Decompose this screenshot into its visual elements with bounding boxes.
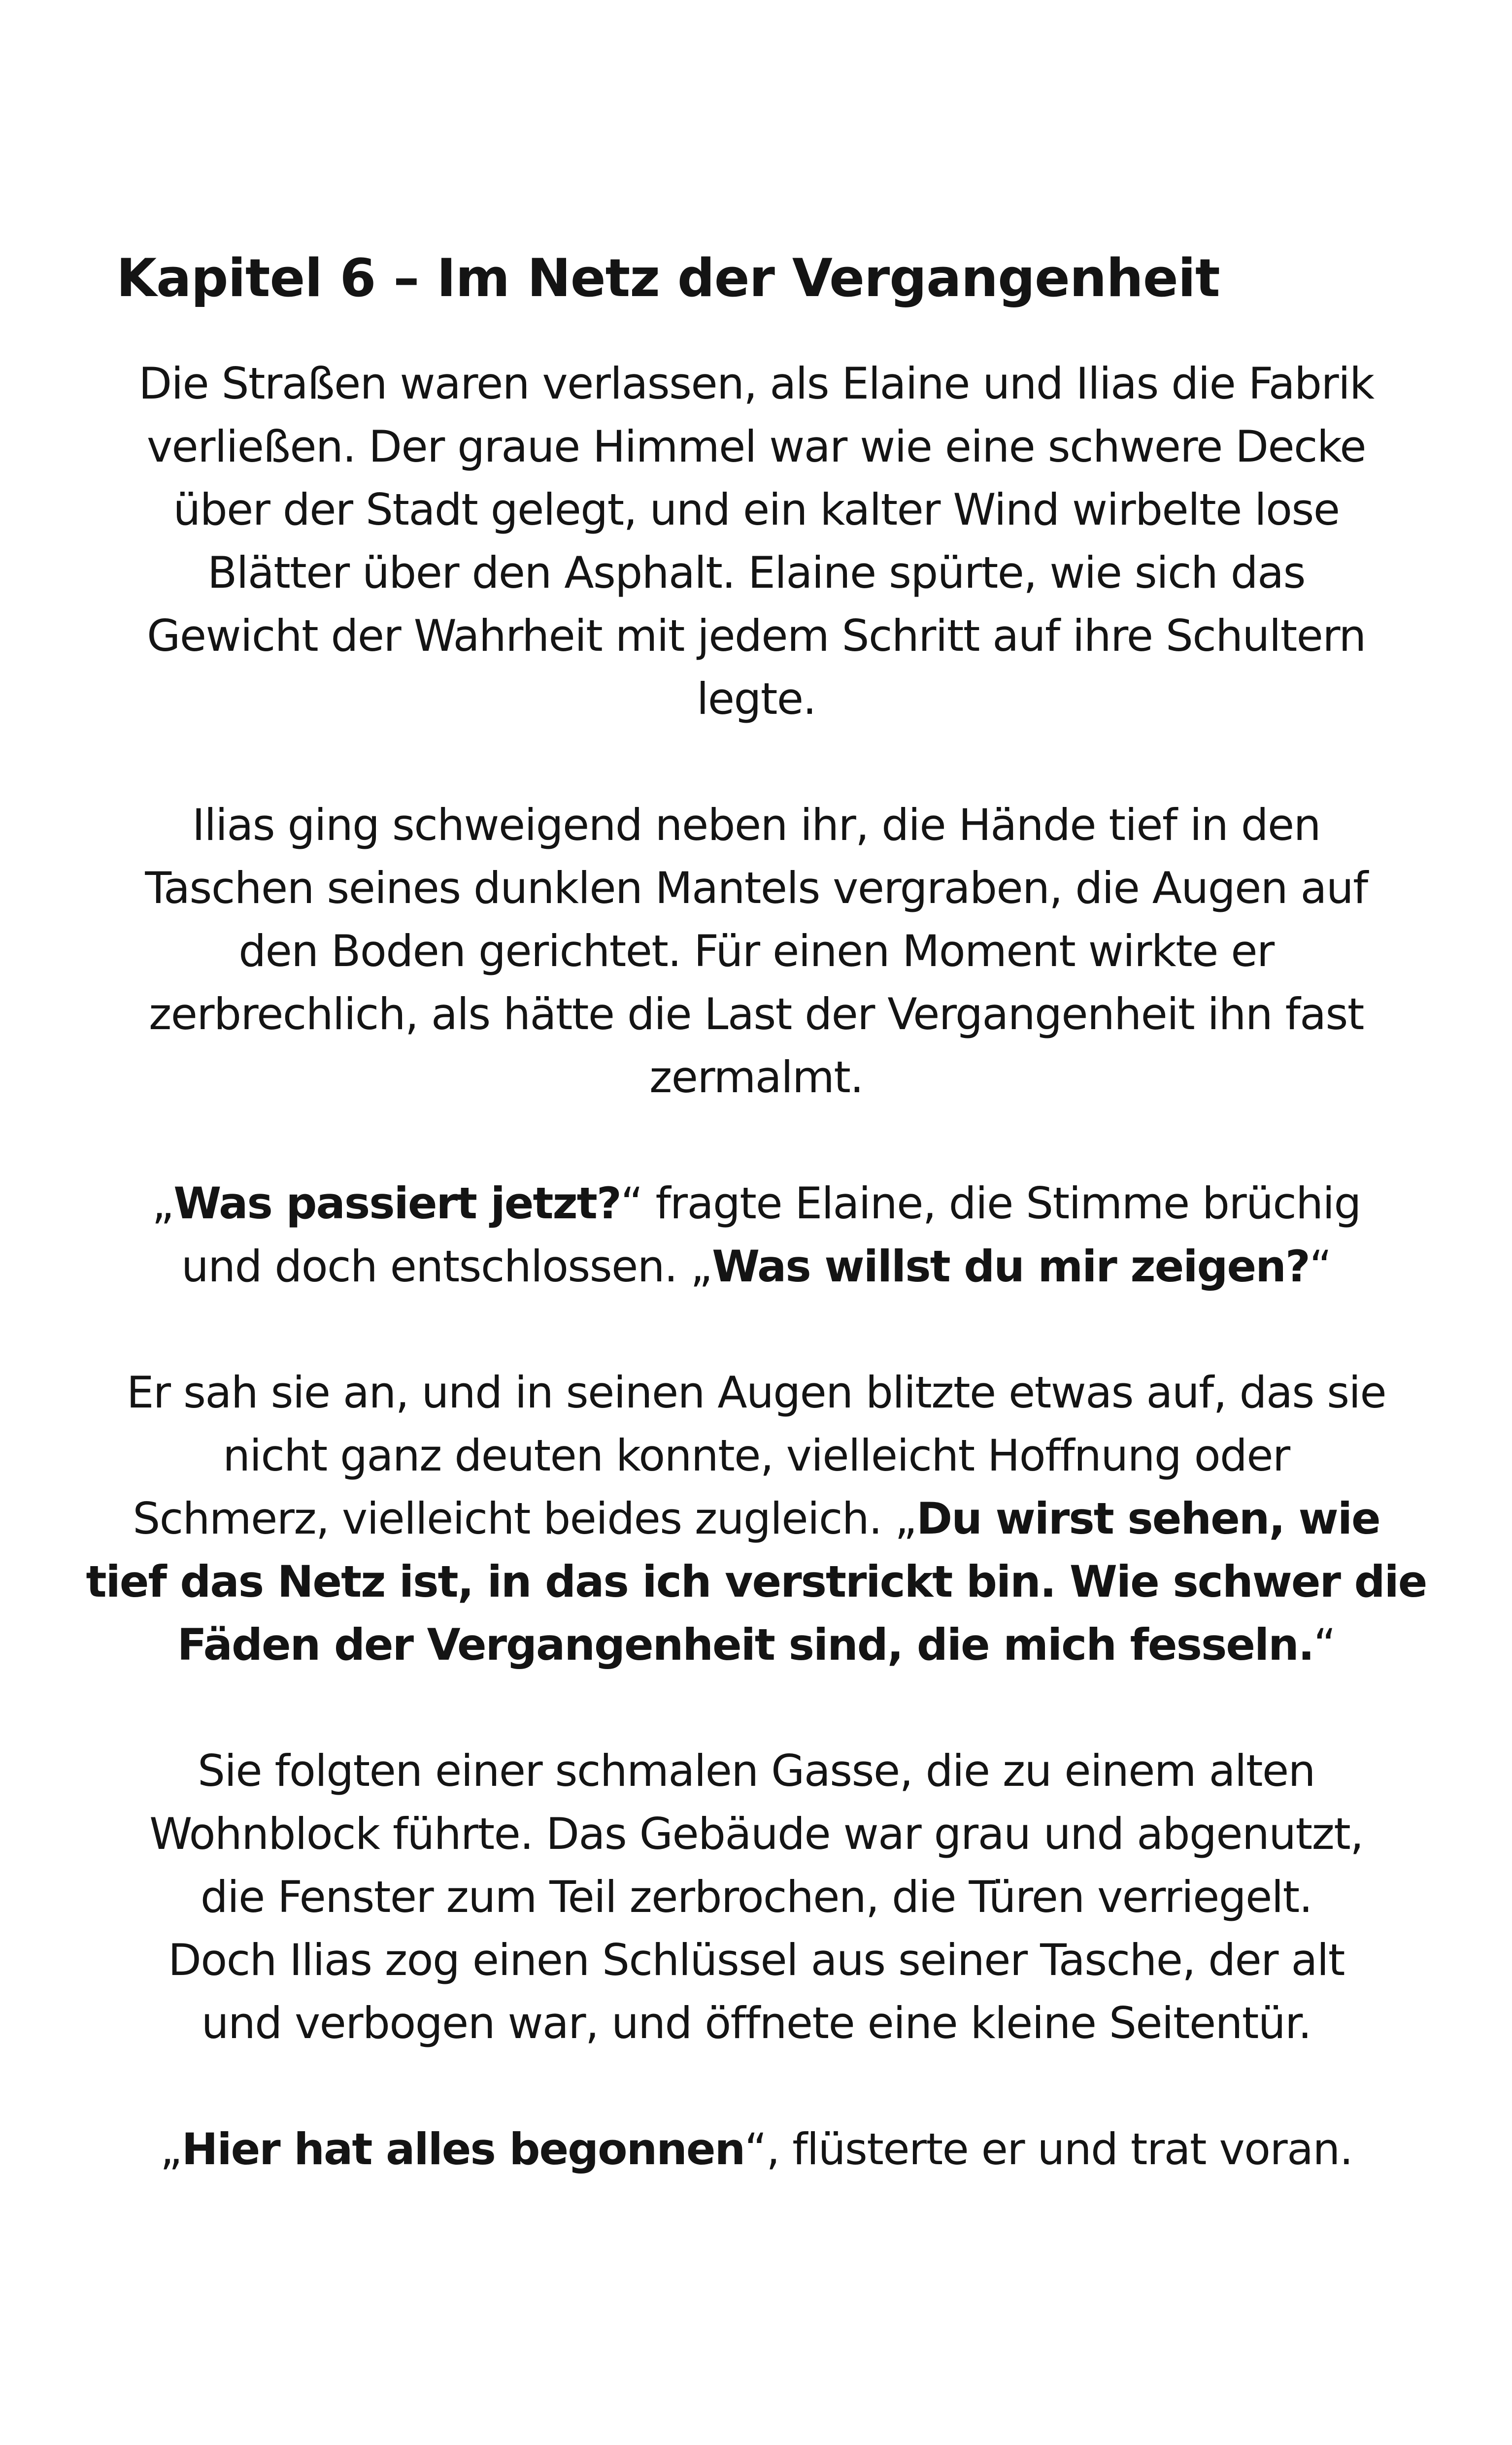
text-run: “, flüsterte er und trat voran. bbox=[744, 2124, 1353, 2175]
chapter-title: Kapitel 6 – Im Netz der Vergangenheit bbox=[116, 248, 1220, 308]
text-line bbox=[74, 857, 1439, 920]
paragraph bbox=[74, 1361, 1439, 1676]
text-run: “ bbox=[1309, 1241, 1331, 1292]
text-line bbox=[74, 1487, 1439, 1550]
text-run: „ bbox=[152, 1178, 174, 1229]
text-line bbox=[74, 920, 1439, 983]
text-line bbox=[74, 1172, 1439, 1235]
text-run: den Boden gerichtet. Für einen Moment wirkte er bbox=[238, 926, 1274, 976]
text-line bbox=[74, 983, 1439, 1046]
paragraph bbox=[74, 794, 1439, 1109]
text-run: Die Straßen waren verlassen, als Elaine und Ilias die Fabrik bbox=[138, 358, 1374, 409]
text-run: Schmerz, vielleicht beides zugleich. „ bbox=[133, 1493, 917, 1544]
text-line bbox=[74, 1803, 1439, 1866]
text-run: verließen. Der graue Himmel war wie eine schwere Decke bbox=[146, 421, 1366, 472]
text-run: Ilias ging schweigend neben ihr, die Hände tief in den bbox=[192, 800, 1320, 850]
text-line bbox=[74, 1046, 1439, 1109]
bold-text-run: tief das Netz ist, in das ich verstrickt bin. Wie schwer die bbox=[86, 1556, 1427, 1607]
text-run: Doch Ilias zog einen Schlüssel aus seiner Tasche, der alt bbox=[168, 1935, 1344, 1985]
paragraph bbox=[74, 1172, 1439, 1298]
text-run: nicht ganz deuten konnte, vielleicht Hoffnung oder bbox=[223, 1430, 1290, 1481]
bold-text-run: Was passiert jetzt? bbox=[173, 1178, 621, 1229]
text-run: legte. bbox=[696, 673, 816, 724]
text-run: Gewicht der Wahrheit mit jedem Schritt auf ihre Schultern bbox=[147, 610, 1366, 661]
text-run: und doch entschlossen. „ bbox=[181, 1241, 712, 1292]
text-line bbox=[74, 1424, 1439, 1487]
text-line bbox=[74, 668, 1439, 731]
text-line bbox=[74, 794, 1439, 857]
paragraph bbox=[74, 2118, 1439, 2181]
text-run: und verbogen war, und öffnete eine kleine Seitentür. bbox=[201, 1998, 1311, 2048]
text-run: “ bbox=[1313, 1619, 1336, 1670]
text-line bbox=[74, 1613, 1439, 1676]
text-run: Sie folgten einer schmalen Gasse, die zu einem alten bbox=[198, 1745, 1315, 1796]
text-line bbox=[74, 604, 1439, 668]
text-run: “ fragte Elaine, die Stimme brüchig bbox=[620, 1178, 1361, 1229]
chapter-body bbox=[74, 352, 1439, 2244]
text-line bbox=[74, 1550, 1439, 1613]
text-run: zermalmt. bbox=[649, 1052, 863, 1103]
text-run: Blätter über den Asphalt. Elaine spürte, wie sich das bbox=[207, 547, 1305, 598]
paragraph bbox=[74, 352, 1439, 731]
paragraph bbox=[74, 1740, 1439, 2055]
bold-text-run: Was willst du mir zeigen? bbox=[712, 1241, 1310, 1292]
text-line bbox=[74, 1235, 1439, 1298]
text-run: über der Stadt gelegt, und ein kalter Wind wirbelte lose bbox=[173, 484, 1340, 535]
text-run: Taschen seines dunklen Mantels vergraben, die Augen auf bbox=[145, 863, 1368, 913]
text-run: „ bbox=[160, 2124, 182, 2175]
text-line bbox=[74, 478, 1439, 541]
text-line bbox=[74, 1992, 1439, 2055]
text-run: Er sah sie an, und in seinen Augen blitzte etwas auf, das sie bbox=[126, 1367, 1386, 1418]
text-line bbox=[74, 415, 1439, 478]
text-line bbox=[74, 1866, 1439, 1929]
text-run: zerbrechlich, als hätte die Last der Vergangenheit ihn fast bbox=[149, 989, 1364, 1039]
bold-text-run: Du wirst sehen, wie bbox=[916, 1493, 1380, 1544]
text-line bbox=[74, 1361, 1439, 1424]
bold-text-run: Fäden der Vergangenheit sind, die mich fesseln. bbox=[177, 1619, 1314, 1670]
text-line bbox=[74, 2118, 1439, 2181]
bold-text-run: Hier hat alles begonnen bbox=[181, 2124, 745, 2175]
text-run: Wohnblock führte. Das Gebäude war grau und abgenutzt, bbox=[149, 1809, 1363, 1859]
text-line bbox=[74, 1929, 1439, 1992]
text-line bbox=[74, 1740, 1439, 1803]
text-run: die Fenster zum Teil zerbrochen, die Türen verriegelt. bbox=[200, 1872, 1312, 1922]
text-line bbox=[74, 352, 1439, 415]
text-line bbox=[74, 541, 1439, 604]
